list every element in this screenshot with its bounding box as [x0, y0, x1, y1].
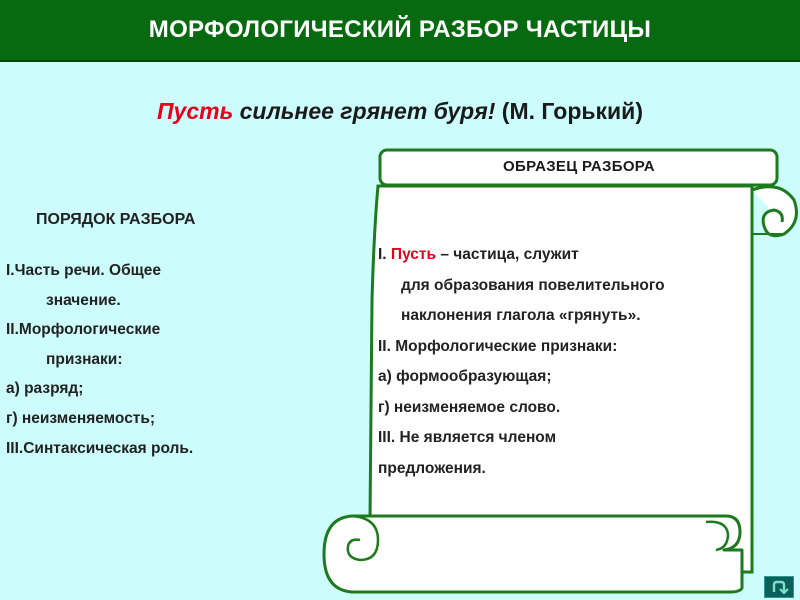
- return-arrow-icon: [769, 580, 789, 594]
- sample-list: [378, 240, 750, 484]
- order-line: признаки:: [46, 350, 123, 368]
- order-line: а) разряд;: [6, 380, 84, 398]
- order-line: III.Синтаксическая роль.: [6, 439, 194, 457]
- order-title: ПОРЯДОК РАЗБОРА: [36, 211, 196, 228]
- order-line: г) неизменяемость;: [6, 409, 156, 427]
- sample-line: II. Морфологические признаки:: [378, 337, 618, 355]
- sentence-particle: Пусть: [157, 98, 234, 124]
- sample-particle: Пусть: [390, 246, 437, 263]
- sample-line: [378, 240, 750, 271]
- sample-line: а) формообразующая;: [378, 368, 552, 385]
- sample-line: наклонения глагола «грянуть».: [401, 307, 641, 324]
- sample-line: III. Не является членом: [378, 429, 557, 446]
- order-line: II.Морфологические: [6, 321, 161, 339]
- sentence-rest: сильнее грянет буря!: [233, 98, 496, 124]
- sentence-author: (М. Горький): [495, 98, 643, 124]
- return-button[interactable]: [764, 576, 794, 598]
- order-line: I.Часть речи. Общее: [6, 262, 161, 279]
- scroll-bottom-roll: [324, 516, 742, 592]
- order-line: значение.: [46, 291, 121, 309]
- sample-line-rest: – частица, служит: [436, 246, 579, 263]
- sample-line: предложения.: [378, 459, 486, 477]
- page-title: МОРФОЛОГИЧЕСКИЙ РАЗБОР ЧАСТИЦЫ: [148, 16, 652, 43]
- sample-line: для образования повелительного: [401, 276, 665, 294]
- sample-line-prefix: I.: [378, 246, 391, 263]
- scroll-right-curl: [752, 187, 796, 236]
- sample-title: ОБРАЗЕЦ РАЗБОРА: [503, 158, 655, 175]
- sample-line: г) неизменяемое слово.: [378, 398, 561, 416]
